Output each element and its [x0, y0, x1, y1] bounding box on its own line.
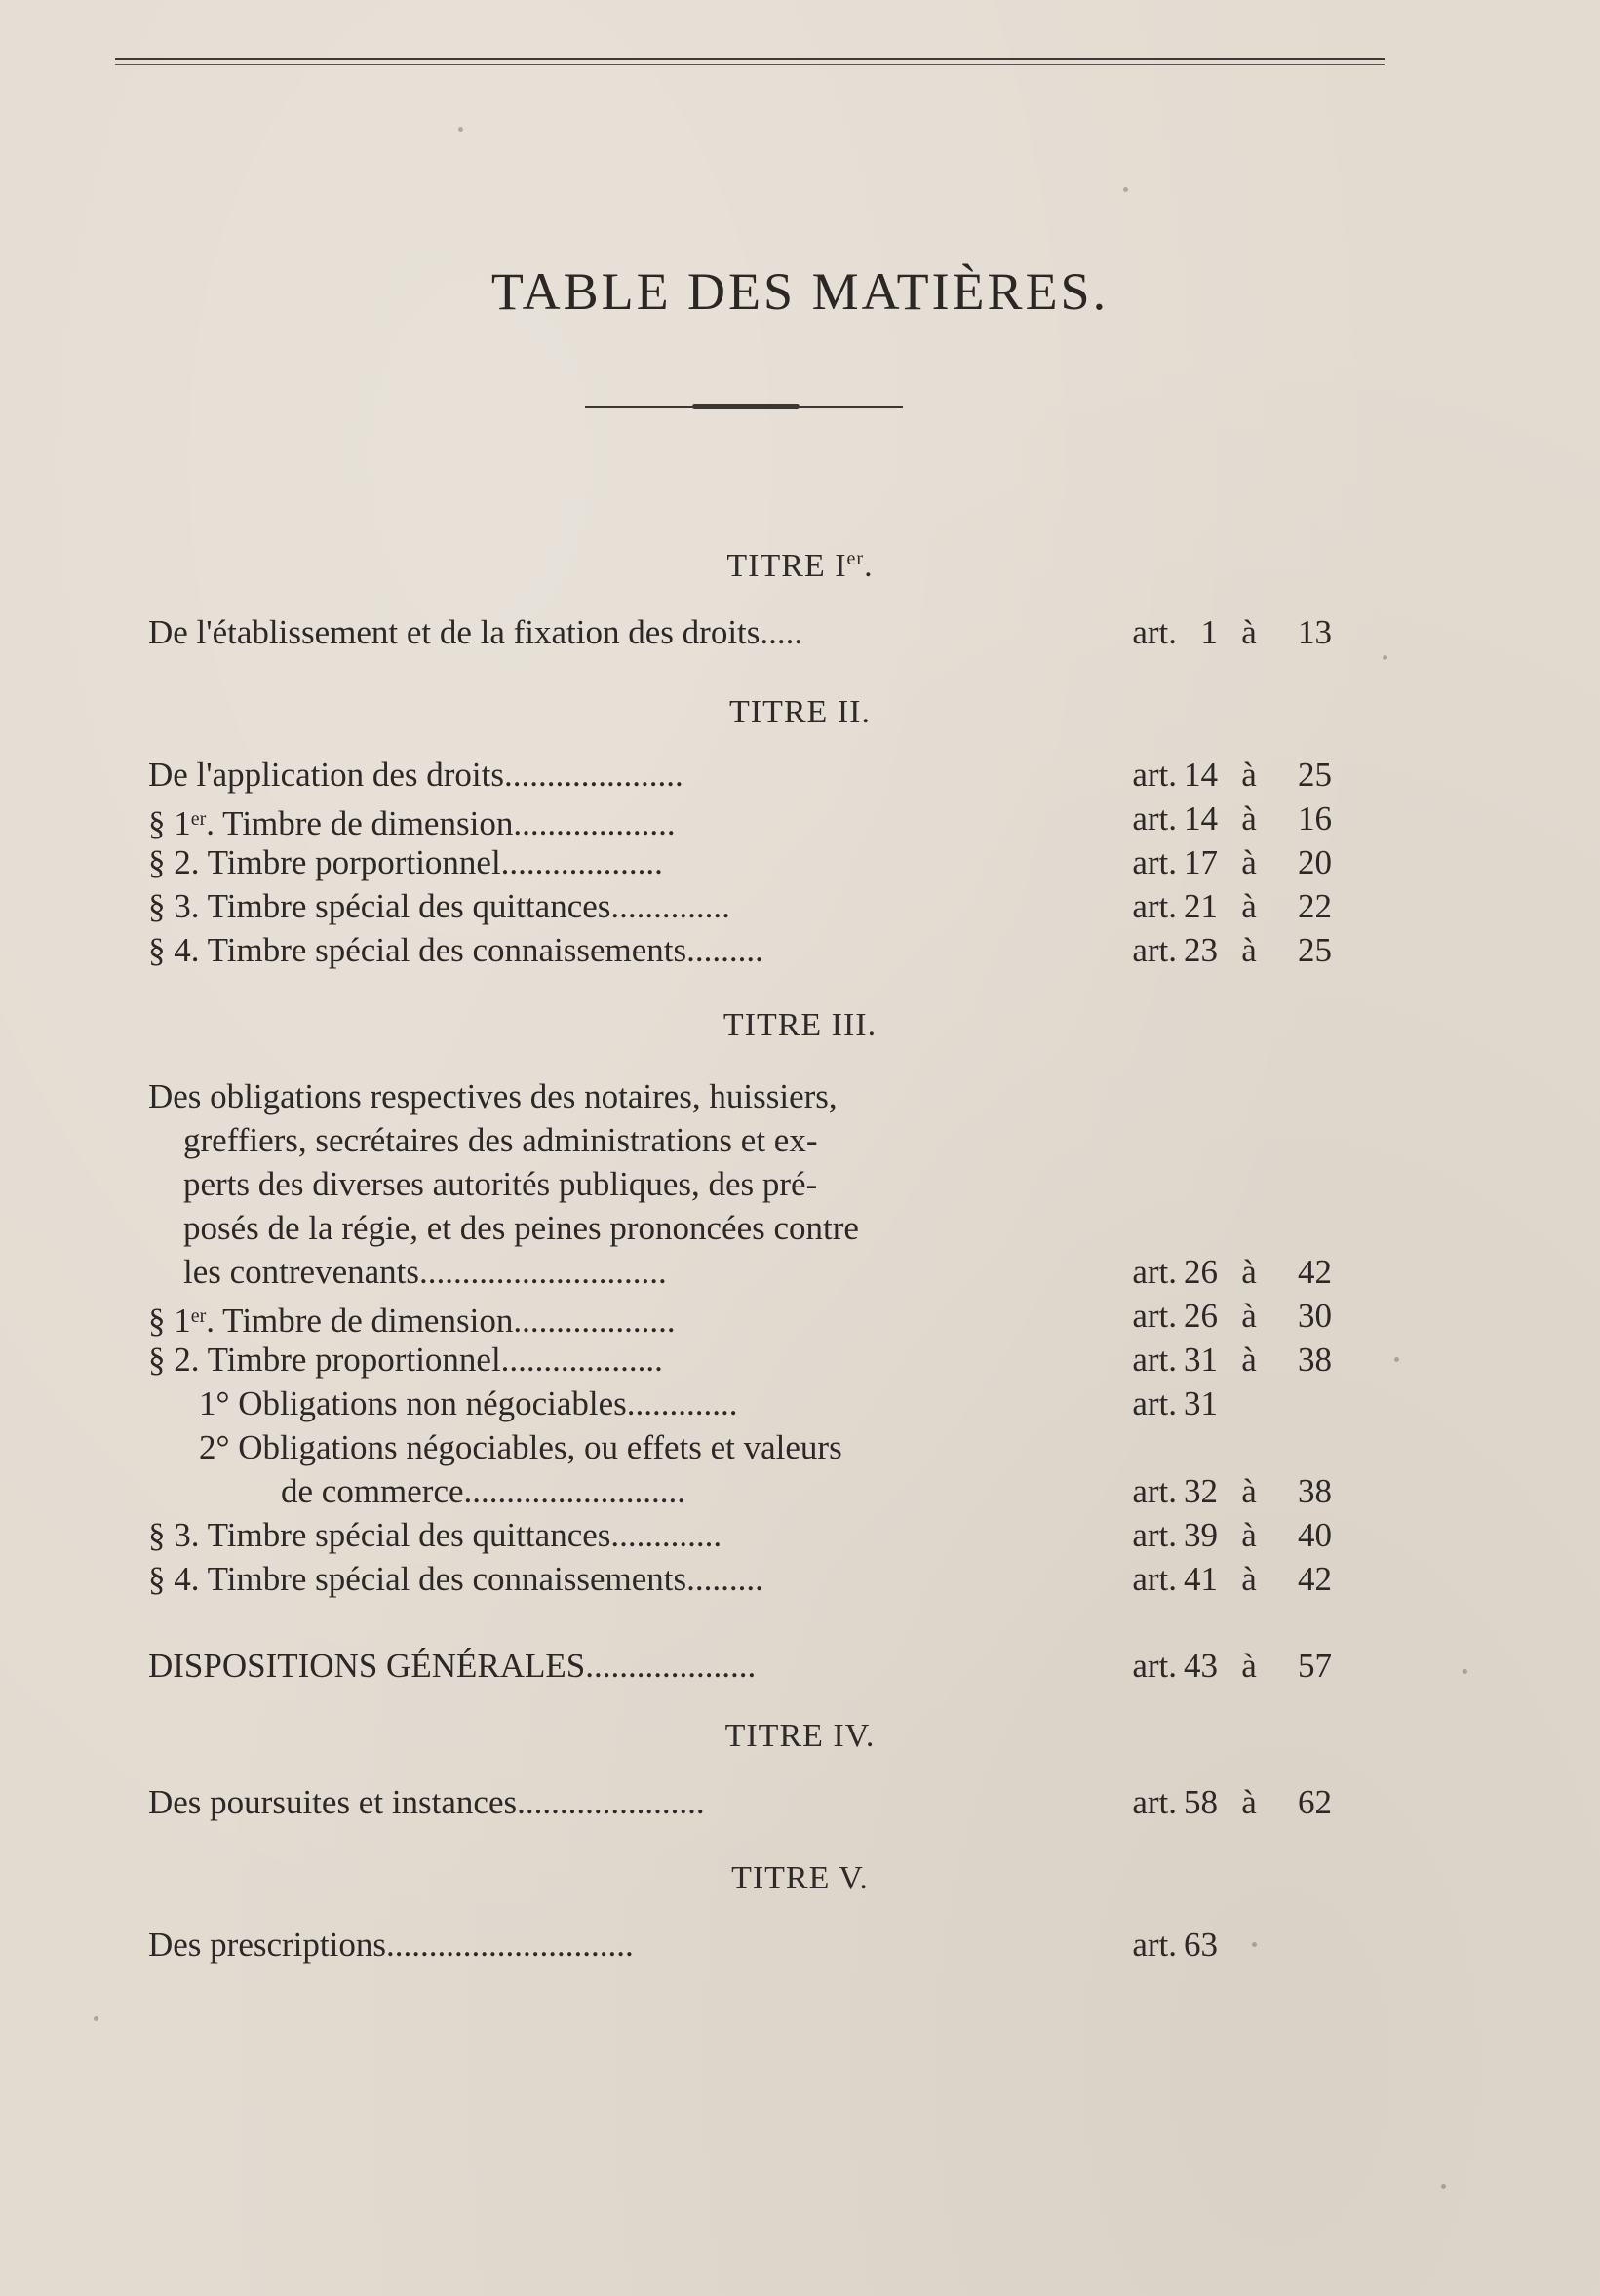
entry-a: à — [1241, 887, 1257, 925]
entry-sup: er — [190, 1305, 207, 1327]
entry-from: 26 — [1184, 1297, 1218, 1335]
entry-from: 41 — [1184, 1560, 1218, 1598]
toc-entry-negociables — [148, 1469, 1332, 1514]
entry-to: 25 — [1298, 931, 1332, 969]
entry-to: 42 — [1298, 1253, 1332, 1291]
entry-art: art. — [1132, 1647, 1177, 1685]
entry-prefix: § 1 — [148, 804, 191, 842]
entry-prefix: § 1 — [148, 1302, 191, 1340]
entry-label — [148, 1294, 676, 1343]
entry-a: à — [1241, 1472, 1257, 1510]
entry-art: art. — [1132, 1516, 1177, 1554]
entry-art: art. — [1132, 931, 1177, 969]
toc-entry-contrevenants — [148, 1250, 1332, 1295]
titre-4-heading: TITRE IV. — [724, 1718, 876, 1754]
para-line-4: posés de la régie, et des peines prononcées contre — [183, 1209, 859, 1247]
entry-label: De l'application des droits..................... — [148, 756, 683, 794]
entry-art: art. — [1132, 1783, 1177, 1821]
entry-to: 40 — [1298, 1516, 1332, 1554]
entry-label: Des poursuites et instances...................... — [148, 1783, 705, 1821]
entry-a: à — [1241, 756, 1257, 794]
para-line-2: greffiers, secrétaires des administrations et ex- — [183, 1121, 818, 1159]
entry-from: 39 — [1184, 1516, 1218, 1554]
entry-art: art. — [1132, 1253, 1177, 1291]
entry-to: 20 — [1298, 843, 1332, 881]
entry-label: § 2. Timbre porportionnel................... — [148, 843, 663, 881]
entry-label: Des prescriptions............................. — [148, 1926, 634, 1964]
para-line-3: perts des diverses autorités publiques, des pré- — [183, 1165, 818, 1203]
entry-label: 1° Obligations non négociables............. — [199, 1384, 738, 1422]
paper-speck — [94, 2016, 98, 2021]
toc-entry-prescriptions — [148, 1923, 1328, 1967]
top-double-rule — [115, 58, 1385, 68]
entry-art: art. — [1132, 1926, 1177, 1964]
entry-art: art. — [1132, 1384, 1177, 1422]
entry-from: 31 — [1184, 1384, 1218, 1422]
entry-to: 25 — [1298, 756, 1332, 794]
entry-a: à — [1241, 799, 1257, 837]
entry-label: § 4. Timbre spécial des connaissements......... — [148, 931, 763, 969]
entry-label: § 4. Timbre spécial des connaissements......... — [148, 1560, 763, 1598]
entry-to: 42 — [1298, 1560, 1332, 1598]
entry-to: 16 — [1298, 799, 1332, 837]
entry-art: art. — [1132, 843, 1177, 881]
paper-speck — [1441, 2184, 1446, 2189]
paper-speck — [1394, 1357, 1399, 1362]
entry-a: à — [1241, 1341, 1257, 1379]
entry-label-text: . Timbre de dimension................... — [206, 1302, 676, 1340]
entry-a: à — [1241, 1516, 1257, 1554]
entry-art: art. — [1132, 1341, 1177, 1379]
entry-a: à — [1241, 1297, 1257, 1335]
title-ornament-rule — [585, 404, 903, 409]
entry-from: 14 — [1184, 799, 1218, 837]
entry-to: 38 — [1298, 1472, 1332, 1510]
titre-3-heading: TITRE III. — [722, 1007, 878, 1043]
paper-speck — [458, 127, 463, 132]
entry-to: 22 — [1298, 887, 1332, 925]
toc-entry-quittances-3 — [148, 1513, 1332, 1558]
entry-sup: er — [190, 808, 207, 830]
entry-from: 43 — [1184, 1647, 1218, 1685]
entry-to: 57 — [1298, 1647, 1332, 1685]
toc-entry-connaissements-2 — [148, 928, 1332, 973]
toc-entry-timbre-dimension-2 — [148, 797, 1332, 842]
paper-speck — [1252, 1942, 1257, 1947]
toc-entry-non-negociables — [148, 1381, 1328, 1426]
toc-entry-timbre-porportionnel — [148, 840, 1332, 885]
entry-art: art. — [1132, 1560, 1177, 1598]
entry-label: les contrevenants............................. — [183, 1253, 667, 1291]
entry-to: 13 — [1298, 613, 1332, 651]
entry-from: 58 — [1184, 1783, 1218, 1821]
page-title: TABLE DES MATIÈRES. — [490, 262, 1110, 321]
entry-from: 14 — [1184, 756, 1218, 794]
paper-speck — [1383, 655, 1387, 660]
toc-entry-connaissements-3 — [148, 1557, 1332, 1602]
entry-label: § 3. Timbre spécial des quittances............. — [148, 1516, 722, 1554]
entry-art: art. — [1132, 1472, 1177, 1510]
titre-1-heading — [0, 548, 1600, 585]
entry-art: art. — [1132, 799, 1177, 837]
negociables-line-1: 2° Obligations négociables, ou effets et valeurs — [199, 1428, 842, 1466]
entry-from: 17 — [1184, 843, 1218, 881]
toc-entry-timbre-proportionnel — [148, 1338, 1332, 1382]
titre-2-heading: TITRE II. — [729, 694, 871, 730]
titre-1-tail: . — [864, 548, 874, 584]
toc-entry-timbre-dimension-3 — [148, 1294, 1332, 1340]
toc-entry-quittances-2 — [148, 884, 1332, 929]
toc-entry-poursuites — [148, 1780, 1332, 1825]
entry-art: art. — [1132, 613, 1177, 651]
entry-label — [148, 797, 676, 846]
entry-a: à — [1241, 1647, 1257, 1685]
entry-art: art. — [1132, 1297, 1177, 1335]
entry-label: De l'établissement et de la fixation des droits..... — [148, 613, 803, 651]
toc-entry-etablissement — [148, 610, 1332, 655]
entry-label: § 2. Timbre proportionnel................... — [148, 1341, 663, 1379]
entry-label: DISPOSITIONS GÉNÉRALES.................... — [148, 1647, 757, 1685]
titre-1-sup: er — [846, 548, 865, 569]
entry-label: § 3. Timbre spécial des quittances.............. — [148, 887, 730, 925]
entry-a: à — [1241, 1560, 1257, 1598]
entry-a: à — [1241, 931, 1257, 969]
entry-a: à — [1241, 1253, 1257, 1291]
entry-a: à — [1241, 843, 1257, 881]
entry-a: à — [1241, 613, 1257, 651]
entry-from: 1 — [1200, 613, 1218, 651]
entry-to: 30 — [1298, 1297, 1332, 1335]
entry-from: 23 — [1184, 931, 1218, 969]
entry-from: 63 — [1184, 1926, 1218, 1964]
entry-to: 38 — [1298, 1341, 1332, 1379]
entry-from: 21 — [1184, 887, 1218, 925]
entry-label: de commerce.......................... — [281, 1472, 686, 1510]
entry-from: 32 — [1184, 1472, 1218, 1510]
toc-entry-dispositions-generales — [148, 1644, 1332, 1689]
titre-5-heading: TITRE V. — [731, 1860, 869, 1896]
paper-speck — [1123, 187, 1128, 192]
entry-label-text: . Timbre de dimension................... — [206, 804, 676, 842]
entry-art: art. — [1132, 887, 1177, 925]
entry-from: 31 — [1184, 1341, 1218, 1379]
toc-entry-application — [148, 753, 1332, 798]
paper-speck — [1463, 1669, 1467, 1674]
entry-a: à — [1241, 1783, 1257, 1821]
para-line-1: Des obligations respectives des notaires, huissiers, — [148, 1077, 838, 1115]
entry-art: art. — [1132, 756, 1177, 794]
entry-from: 26 — [1184, 1253, 1218, 1291]
entry-to: 62 — [1298, 1783, 1332, 1821]
titre-1-main: TITRE I — [726, 548, 847, 584]
